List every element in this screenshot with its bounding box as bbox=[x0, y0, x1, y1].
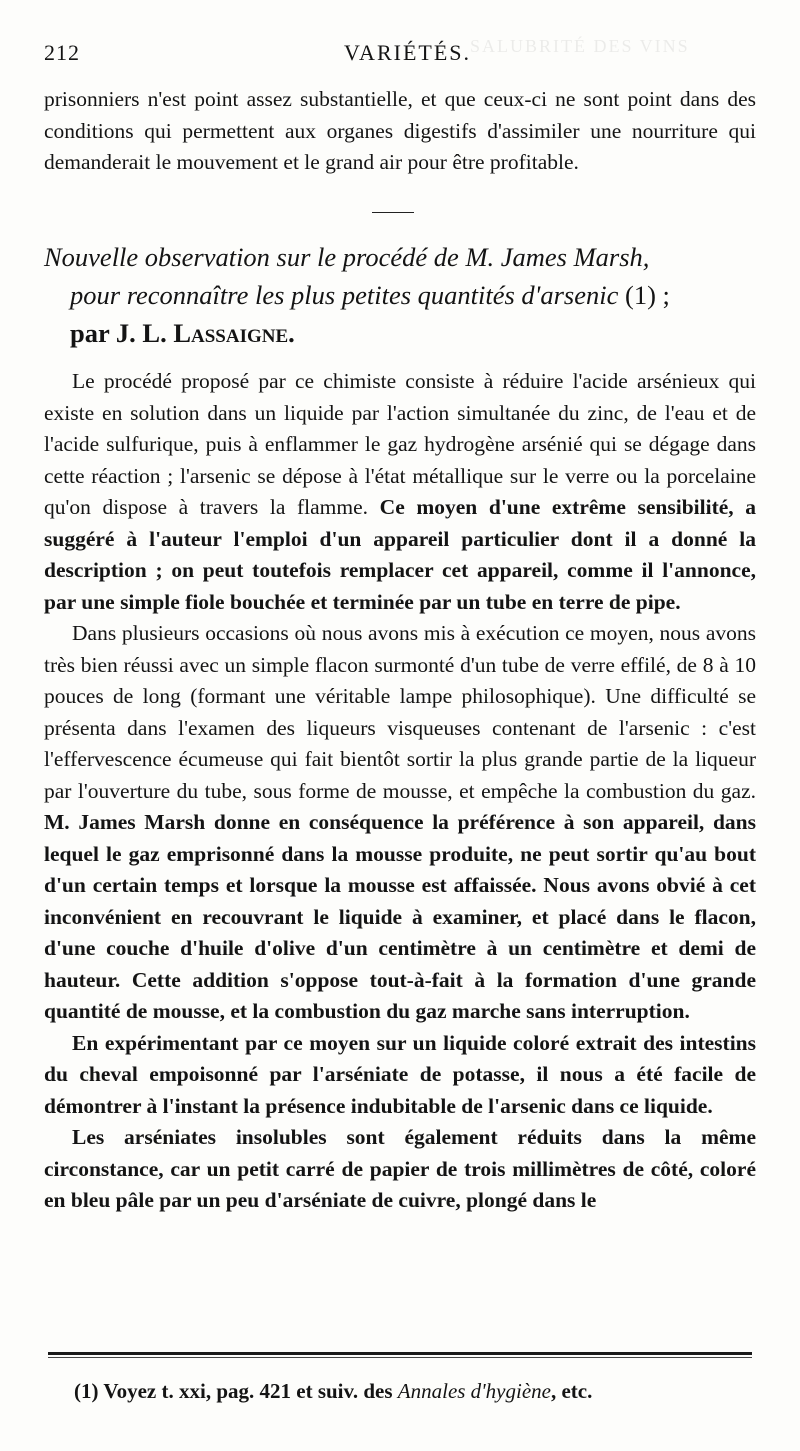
continued-paragraph-text: prisonniers n'est point assez substantielle, et que ceux-ci ne sont point dans des conditions qui permettent aux organes digestifs d'assimiler une nourriture qui demanderait le mouvement et le grand air pour être pro bbox=[44, 87, 756, 174]
paragraph-text-bold: Ce moyen d'une extrême sensibilité, a suggéré à l'auteur l'emploi d'un appareil particulier dont il a donné la description ; on peut toutefois remplacer cet appareil, comme il l'annonce, par une simple fiole bouchée et terminée par un tube en terre de pipe. bbox=[44, 495, 757, 614]
article-title-line1: Nouvelle observation sur le procédé de M. James Marsh, bbox=[44, 242, 650, 272]
page-number: 212 bbox=[44, 40, 80, 65]
article-title-line2: pour reconnaître les plus petites quantités d'arsenic bbox=[70, 280, 619, 310]
footnote-rule-thin bbox=[48, 1357, 752, 1358]
paragraph-procede bbox=[44, 366, 756, 618]
section-divider bbox=[372, 212, 414, 213]
footnote-text-end: , etc. bbox=[550, 1379, 593, 1403]
paragraph-text-bold: M. James Marsh donne en conséquence la préférence à son appareil, dans lequel le gaz emprisonné dans la mousse produite, ne peut sortir qu'au bout d'un certain temps et lorsque la mousse est affaissée. Nous avons obvié à cet inconvénient en recouvrant le liquide à examiner, et placé dans le flacon, d'une couche d'huile d'olive d'un centimètre à un centimètre et demi de hauteur. Cette addition s'oppose tout-à-fait à la formation d'une grande quantité de mousse, et la combustion du gaz marche sans interruption. bbox=[44, 810, 756, 1023]
author-prefix: par J. L. bbox=[70, 318, 174, 348]
paragraph-experimentant: En expérimentant par ce moyen sur un liquide coloré extrait des intestins du cheval empoisonné par l'arséniate de potasse, il nous a été facile de démontrer à l'instant la présence indubitable de l'arsenic dans ce liquide. bbox=[44, 1030, 756, 1118]
paragraph-plusieurs-occasions bbox=[44, 618, 756, 1028]
continued-paragraph bbox=[44, 84, 756, 179]
paragraph-text: Dans plusieurs occasions où nous avons mis à exécution ce moyen, nous avons très bien réussi avec un simple flacon surmonté d'un tube de verre effilé, de 8 à 10 pouces de long (formant une véritable lampe philosophique). Une difficulté se présenta dans l'examen des liqueurs visqueuses contenant de l'arsenic : c'est l'effervescence écumeuse qui fait bientôt sortir la plus grande partie de la liqueur par l'ouverture du tube, sous forme de mousse, et empêche la combustion du gaz. bbox=[44, 621, 756, 803]
footnote bbox=[74, 1377, 764, 1405]
article-author bbox=[44, 314, 760, 352]
author-name: Lassaigne. bbox=[173, 318, 295, 348]
paragraph-text: Le procédé proposé par ce chimiste consiste à réduire l'acide arsénieux qui existe en solution dans un liquide par l'action simultanée du zinc, de l'eau et de l'acide sulfurique, puis à enflammer le gaz hydrogène arsénié qui se dégage dans cette réaction ; l'arsenic se dépose à l'état métallique sur le verre ou la porcelaine qu'on dispose à travers la flamme. bbox=[44, 369, 756, 519]
continued-paragraph-tail: fitable. bbox=[518, 150, 579, 174]
footnote-marker: (1) bbox=[74, 1379, 99, 1403]
page-header bbox=[44, 40, 756, 72]
running-head: VARIÉTÉS. bbox=[344, 40, 471, 65]
footnote-text: Voyez t. xxi, pag. 421 et suiv. des bbox=[98, 1379, 398, 1403]
paragraph-arseniates: Les arséniates insolubles sont également réduits dans la même circonstance, car un petit carré de papier de trois millimètres de côté, coloré en bleu pâle par un peu d'arséniate de cuivre, plongé dans le bbox=[44, 1125, 756, 1212]
article-title bbox=[44, 238, 760, 352]
footnote-journal: Annales d'hygiène bbox=[397, 1379, 551, 1403]
bleed-through-text: SALUBRITÉ DES VINS bbox=[470, 36, 690, 56]
article-title-line2-row bbox=[44, 276, 760, 314]
article-body bbox=[44, 366, 756, 1217]
footnote-reference: (1) ; bbox=[618, 280, 670, 310]
footnote-rule bbox=[48, 1352, 752, 1355]
